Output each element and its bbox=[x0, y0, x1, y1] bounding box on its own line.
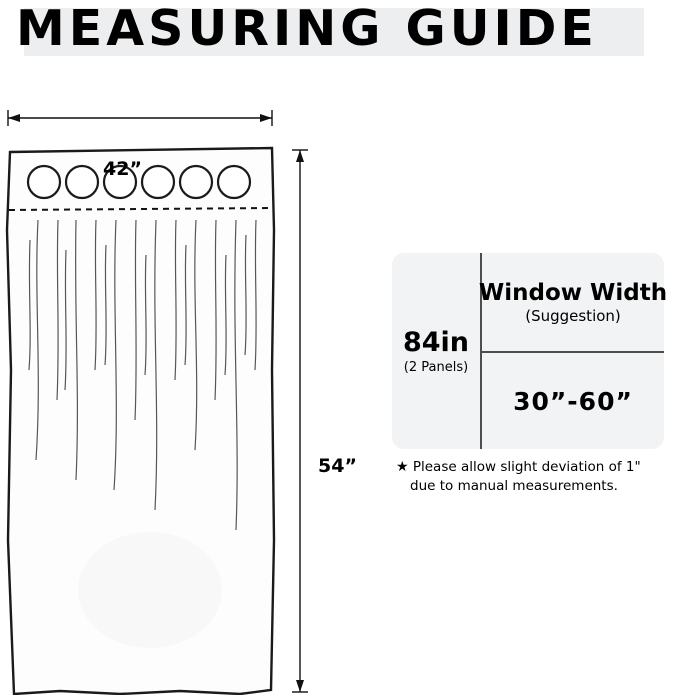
size-suggestion-box bbox=[392, 253, 668, 449]
height-dimension-arrow bbox=[292, 150, 308, 692]
grommet-icon bbox=[66, 166, 98, 198]
width-dimension-arrow bbox=[8, 110, 272, 126]
window-width-title: Window Width bbox=[478, 279, 668, 306]
window-width-header-cell bbox=[478, 253, 668, 351]
grommet-icon bbox=[28, 166, 60, 198]
window-width-subtitle: (Suggestion) bbox=[525, 306, 621, 325]
curtain-illustration bbox=[0, 70, 380, 695]
page-title-area bbox=[0, 0, 679, 62]
measurement-disclaimer bbox=[396, 458, 666, 496]
grommet-icon bbox=[180, 166, 212, 198]
disclaimer-line-1: Please allow slight deviation of 1" bbox=[412, 459, 641, 475]
panel-count-note: (2 Panels) bbox=[403, 359, 469, 375]
grommet-icon bbox=[142, 166, 174, 198]
curtain-height-label: 54” bbox=[318, 455, 357, 477]
panel-size-cell bbox=[392, 253, 480, 449]
star-icon: ★ bbox=[396, 459, 409, 475]
grommet-icon bbox=[218, 166, 250, 198]
curtain-width-label: 42” bbox=[103, 158, 142, 180]
disclaimer-line-2: due to manual measurements. bbox=[410, 478, 618, 494]
panel-size-value: 84in bbox=[402, 326, 470, 358]
page-title: MEASURING GUIDE bbox=[16, 0, 598, 57]
window-width-range: 30”-60” bbox=[513, 386, 633, 416]
curtain-diagram bbox=[0, 70, 380, 695]
fabric-shading bbox=[78, 532, 222, 648]
